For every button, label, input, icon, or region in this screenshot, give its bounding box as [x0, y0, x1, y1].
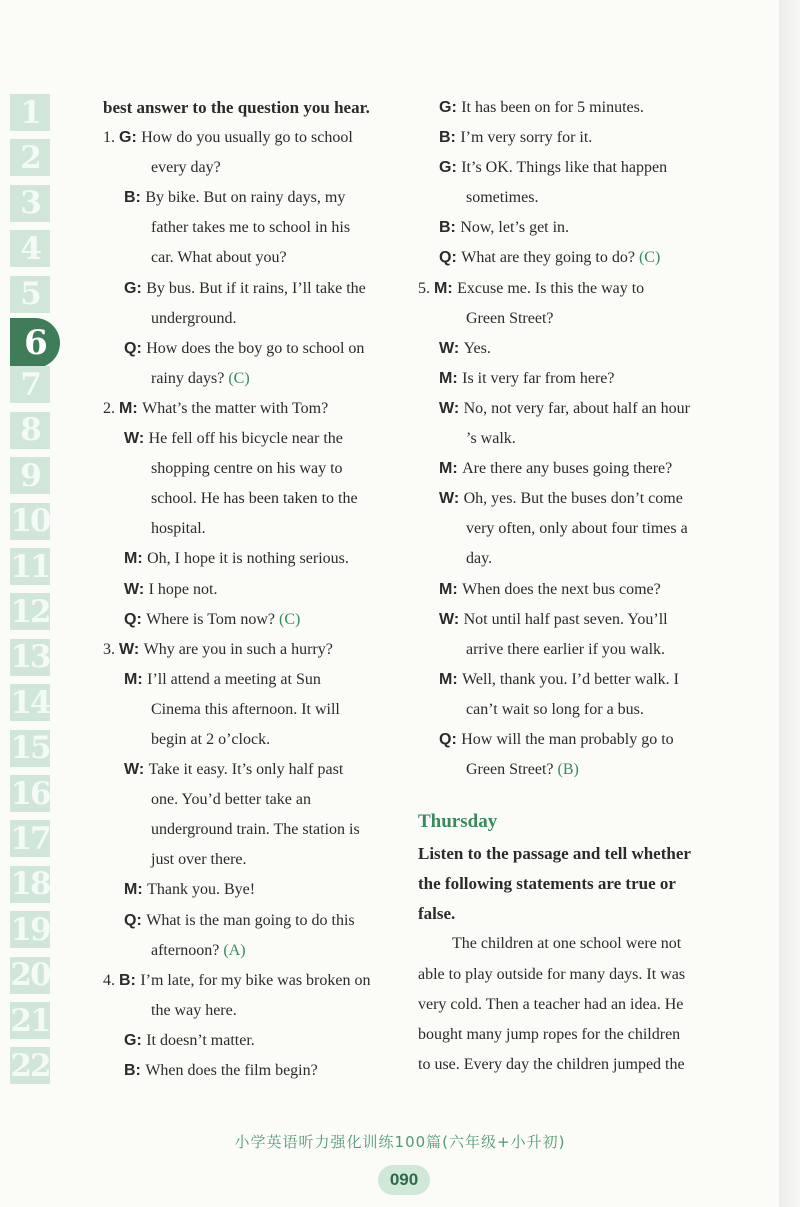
instruction-line: the following statements are true or	[418, 874, 676, 894]
dialogue-line	[418, 243, 718, 273]
dialogue-line	[103, 575, 403, 605]
line-text: begin at 2 o’clock.	[151, 730, 271, 748]
passage-line: The children at one school were not	[452, 935, 682, 953]
chapter-tab-9[interactable]: 9	[10, 457, 50, 498]
dialogue-line	[103, 153, 403, 183]
dialogue-line	[418, 755, 718, 785]
line-text: sometimes.	[466, 189, 539, 207]
speaker-label: M:	[124, 881, 148, 899]
speaker-label: M:	[439, 369, 463, 387]
line-text: Green Street?	[466, 761, 558, 779]
line-text: Excuse me. Is this the way to	[457, 279, 645, 297]
line-text: Now, let’s get in.	[460, 219, 570, 237]
dialogue-line	[418, 665, 718, 695]
line-text: I’m very sorry for it.	[460, 129, 593, 147]
chapter-tab-4[interactable]: 4	[10, 230, 50, 271]
passage-line: able to play outside for many days. It was	[418, 965, 686, 983]
speaker-label: W:	[124, 761, 149, 779]
dialogue-line	[103, 304, 403, 334]
dialogue-line	[418, 213, 718, 243]
line-text: What’s the matter with Tom?	[142, 399, 329, 417]
chapter-tab-6[interactable]: 6	[10, 318, 60, 368]
dialogue-line	[103, 364, 403, 394]
dialogue-line	[103, 1026, 403, 1056]
line-text: Yes.	[463, 339, 491, 357]
chapter-tab-20[interactable]: 20	[10, 957, 50, 998]
dialogue-line	[418, 725, 718, 755]
dialogue-line	[103, 424, 403, 454]
chapter-tab-21[interactable]: 21	[10, 1002, 50, 1043]
dialogue-line	[103, 755, 403, 785]
line-text: Well, thank you. I’d better walk. I	[462, 670, 679, 688]
line-text: Why are you in such a hurry?	[143, 640, 333, 658]
line-text: What are they going to do?	[461, 249, 639, 267]
speaker-label: M:	[439, 670, 463, 688]
line-text: By bus. But if it rains, I’ll take the	[146, 279, 366, 297]
speaker-label: M:	[439, 580, 463, 598]
line-text: Are there any buses going there?	[462, 460, 673, 478]
line-text: afternoon?	[151, 941, 224, 959]
speaker-label: Q:	[439, 730, 462, 748]
line-text: school. He has been taken to the	[151, 490, 358, 508]
line-text: Take it easy. It’s only half past	[148, 761, 344, 779]
answer-label: (A)	[223, 941, 246, 959]
speaker-label: B:	[119, 971, 141, 989]
dialogue-line	[418, 575, 718, 605]
question-number: 1.	[103, 129, 119, 147]
page-number: 090	[378, 1165, 430, 1195]
chapter-tab-13[interactable]: 13	[10, 639, 50, 680]
chapter-tab-3[interactable]: 3	[10, 185, 50, 226]
dialogue-line	[418, 635, 718, 665]
dialogue-line	[418, 544, 718, 574]
dialogue-line	[418, 695, 718, 725]
speaker-label: W:	[124, 430, 149, 448]
dialogue-line	[418, 364, 718, 394]
dialogue-line	[103, 725, 403, 755]
dialogue-line	[103, 334, 403, 364]
dialogue-line	[418, 304, 718, 334]
dialogue-line	[418, 334, 718, 364]
line-text: the way here.	[151, 1001, 237, 1019]
line-text: What is the man going to do this	[146, 911, 355, 929]
chapter-tab-17[interactable]: 17	[10, 820, 50, 861]
question-number: 4.	[103, 971, 119, 989]
chapter-tab-5[interactable]: 5	[10, 276, 50, 317]
line-text: By bike. But on rainy days, my	[145, 189, 346, 207]
dialogue-line	[103, 213, 403, 243]
line-text: Cinema this afternoon. It will	[151, 700, 340, 718]
dialogue-line	[103, 966, 403, 996]
line-text: just over there.	[151, 851, 247, 869]
speaker-label: W:	[439, 610, 464, 628]
question-number: 3.	[103, 640, 119, 658]
speaker-label: W:	[439, 490, 464, 508]
chapter-tab-12[interactable]: 12	[10, 593, 50, 634]
line-text: I hope not.	[148, 580, 218, 598]
line-text: Thank you. Bye!	[147, 881, 256, 899]
dialogue-line	[103, 936, 403, 966]
speaker-label: B:	[439, 129, 461, 147]
speaker-label: W:	[439, 339, 464, 357]
line-text: Oh, yes. But the buses don’t come	[463, 490, 683, 508]
dialogue-line	[418, 123, 718, 153]
dialogue-line	[103, 695, 403, 725]
chapter-tab-15[interactable]: 15	[10, 730, 50, 771]
line-text: underground train. The station is	[151, 821, 360, 839]
line-text: car. What about you?	[151, 249, 287, 267]
section-instruction	[418, 839, 718, 929]
line-text: Where is Tom now?	[146, 610, 279, 628]
dialogue-line	[418, 274, 718, 304]
dialogue-line	[103, 274, 403, 304]
chapter-tab-2[interactable]: 2	[10, 139, 50, 180]
dialogue-line	[103, 394, 403, 424]
passage-line: bought many jump ropes for the children	[418, 1025, 681, 1043]
dialogue-line	[418, 183, 718, 213]
line-text: Is it very far from here?	[462, 369, 615, 387]
line-text: Not until half past seven. You’ll	[463, 610, 668, 628]
line-text: every day?	[151, 159, 221, 177]
chapter-tab-19[interactable]: 19	[10, 911, 50, 952]
dialogue-line	[103, 544, 403, 574]
line-text: rainy days?	[151, 369, 229, 387]
line-text: How does the boy go to school on	[146, 339, 365, 357]
dialogue-line	[103, 183, 403, 213]
line-text: Green Street?	[466, 309, 554, 327]
dialogue-line	[103, 815, 403, 845]
line-text: Oh, I hope it is nothing serious.	[147, 550, 349, 568]
dialogue-line	[103, 454, 403, 484]
speaker-label: B:	[124, 1062, 146, 1079]
answer-label: (C)	[228, 369, 250, 387]
chapter-tab-7[interactable]: 7	[10, 366, 50, 407]
section-title: Thursday	[418, 811, 498, 833]
speaker-label: M:	[124, 550, 148, 568]
dialogue-line	[418, 424, 718, 454]
line-text: How do you usually go to school	[141, 129, 353, 147]
speaker-label: M:	[439, 460, 463, 478]
chapter-tab-8[interactable]: 8	[10, 412, 50, 453]
speaker-label: G:	[119, 129, 142, 147]
question-number: 5.	[418, 279, 434, 297]
speaker-label: Q:	[124, 911, 147, 929]
speaker-label: W:	[439, 399, 464, 417]
line-text: arrive there earlier if you walk.	[466, 640, 666, 658]
dialogue-line	[103, 484, 403, 514]
dialogue-line	[103, 514, 403, 544]
dialogue-line	[418, 394, 718, 424]
line-text: It has been on for 5 minutes.	[461, 99, 644, 116]
speaker-label: G:	[124, 279, 147, 297]
passage-line: very cold. Then a teacher had an idea. He	[418, 995, 684, 1013]
dialogue-line	[418, 484, 718, 514]
dialogue-line	[103, 665, 403, 695]
speaker-label: Q:	[124, 339, 147, 357]
dialogue-line	[103, 845, 403, 875]
dialogue-line	[103, 123, 403, 153]
dialogue-line	[103, 996, 403, 1026]
line-text: When does the film begin?	[145, 1062, 318, 1079]
left-column	[103, 93, 403, 1086]
speaker-label: G:	[439, 159, 462, 177]
passage-line: to use. Every day the children jumped the	[418, 1055, 685, 1073]
question-number: 2.	[103, 399, 119, 417]
dialogue-line	[103, 785, 403, 815]
speaker-label: B:	[439, 219, 461, 237]
instruction-line: Listen to the passage and tell whether	[418, 844, 691, 864]
speaker-label: G:	[439, 99, 462, 116]
chapter-tab-11[interactable]: 11	[10, 548, 50, 589]
speaker-label: W:	[119, 640, 144, 658]
chapter-tab-18[interactable]: 18	[10, 866, 50, 907]
page-edge	[779, 0, 800, 1207]
passage	[418, 929, 718, 1079]
line-text: How will the man probably go to	[461, 730, 674, 748]
speaker-label: B:	[124, 189, 146, 207]
line-text: hospital.	[151, 520, 206, 538]
line-text: He fell off his bicycle near the	[148, 430, 343, 448]
chapter-tab-1[interactable]: 1	[10, 94, 50, 135]
chapter-tab-22[interactable]: 22	[10, 1047, 50, 1088]
speaker-label: M:	[124, 670, 148, 688]
dialogue-line	[418, 514, 718, 544]
line-text: one. You’d better take an	[151, 791, 311, 809]
line-text: It’s OK. Things like that happen	[461, 159, 668, 177]
line-text: I’m late, for my bike was broken on	[140, 971, 371, 989]
line-text: can’t wait so long for a bus.	[466, 700, 644, 718]
dialogue-line	[418, 153, 718, 183]
chapter-tab-10[interactable]: 10	[10, 503, 50, 544]
chapter-tab-14[interactable]: 14	[10, 684, 50, 725]
line-text: father takes me to school in his	[151, 219, 351, 237]
dialogue-line	[103, 875, 403, 905]
line-text: shopping centre on his way to	[151, 460, 343, 478]
chapter-tabs	[10, 94, 50, 1092]
chapter-tab-16[interactable]: 16	[10, 775, 50, 816]
dialogue-line	[103, 605, 403, 635]
speaker-label: M:	[119, 399, 143, 417]
dialogue-lines-right	[418, 93, 718, 785]
dialogue-line	[418, 605, 718, 635]
dialogue-line	[418, 93, 718, 123]
answer-label: (C)	[638, 249, 661, 267]
dialogue-line	[418, 454, 718, 484]
line-text: It doesn’t matter.	[146, 1031, 255, 1049]
line-text: ’s walk.	[466, 430, 516, 448]
dialogue-lines-left	[103, 123, 403, 1086]
line-text: very often, only about four times a	[466, 520, 688, 538]
speaker-label: Q:	[124, 610, 147, 628]
dialogue-line	[103, 1056, 403, 1086]
book-title: 小学英语听力强化训练100篇(六年级+小升初)	[234, 1133, 566, 1151]
speaker-label: Q:	[439, 249, 462, 267]
answer-label: (B)	[557, 761, 579, 779]
speaker-label: G:	[124, 1031, 147, 1049]
dialogue-line	[103, 906, 403, 936]
dialogue-line	[103, 635, 403, 665]
line-text: day.	[466, 550, 493, 568]
dialogue-line	[103, 243, 403, 273]
instruction-text: best answer to the question you hear.	[103, 98, 370, 117]
line-text: I’ll attend a meeting at Sun	[147, 670, 321, 688]
line-text: No, not very far, about half an hour	[463, 399, 690, 417]
instruction-line: false.	[418, 904, 456, 924]
right-column	[418, 93, 718, 1080]
speaker-label: W:	[124, 580, 149, 598]
speaker-label: M:	[434, 279, 458, 297]
answer-label: (C)	[279, 610, 301, 628]
line-text: When does the next bus come?	[462, 580, 661, 598]
line-text: underground.	[151, 309, 237, 327]
